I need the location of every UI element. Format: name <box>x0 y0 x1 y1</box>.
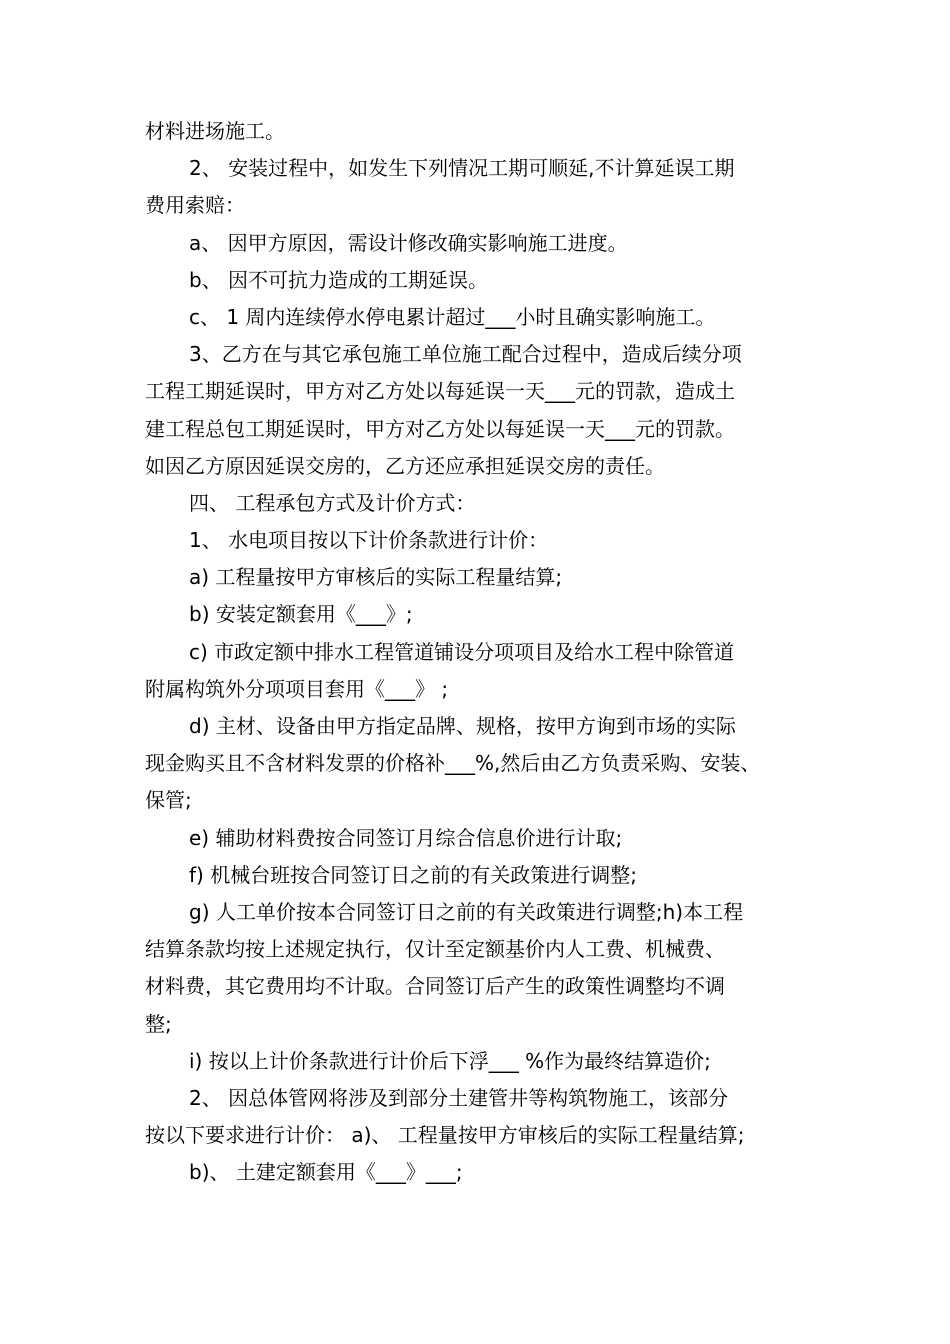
document-line: 建工程总包工期延误时，甲方对乙方处以每延误一天___元的罚款。 <box>145 416 735 441</box>
document-line: a、 因甲方原因，需设计修改确实影响施工进度。 <box>189 230 628 255</box>
document-line: 四、 工程承包方式及计价方式： <box>189 490 476 515</box>
document-body <box>145 113 815 1191</box>
document-line: b)、 土建定额套用《___》___; <box>189 1160 463 1185</box>
document-line: b) 安装定额套用《___》; <box>189 602 413 627</box>
document-line: 现金购买且不含材料发票的价格补___%,然后由乙方负责采购、安装、 <box>145 751 761 776</box>
document-line: a) 工程量按甲方审核后的实际工程量结算; <box>189 565 563 590</box>
document-line: 3、乙方在与其它承包施工单位施工配合过程中，造成后续分项 <box>189 342 742 367</box>
document-line: 整; <box>145 1011 172 1036</box>
document-line: d) 主材、设备由甲方指定品牌、规格，按甲方询到市场的实际 <box>189 714 736 738</box>
document-line: 2、 安装过程中，如发生下列情况工期可顺延,不计算延误工期 <box>189 156 735 181</box>
document-line: 按以下要求进行计价： a)、 工程量按甲方审核后的实际工程量结算; <box>145 1123 745 1148</box>
document-line: 附属构筑外分项项目套用《___》 ; <box>145 676 449 701</box>
document-line: 结算条款均按上述规定执行，仅计至定额基价内人工费、机械费、 <box>145 937 725 962</box>
document-line: 保管; <box>145 788 192 813</box>
document-line: 材料费，其它费用均不计取。合同签订后产生的政策性调整均不调 <box>145 974 725 999</box>
document-line: 费用索赔： <box>145 193 245 218</box>
document-line: c、 1 周内连续停水停电累计超过___小时且确实影响施工。 <box>189 304 716 329</box>
document-line: 工程工期延误时，甲方对乙方处以每延误一天___元的罚款，造成土 <box>145 379 735 404</box>
document-line: 2、 因总体管网将涉及到部分土建管井等构筑物施工，该部分 <box>189 1085 729 1110</box>
document-line: e) 辅助材料费按合同签订月综合信息价进行计取; <box>189 825 623 850</box>
document-line: 1、 水电项目按以下计价条款进行计价： <box>189 528 549 553</box>
document-line: c) 市政定额中排水工程管道铺设分项项目及给水工程中除管道 <box>189 639 735 664</box>
document-line: b、 因不可抗力造成的工期延误。 <box>189 267 489 292</box>
document-line: g) 人工单价按本合同签订日之前的有关政策进行调整;h)本工程 <box>189 899 744 924</box>
document-line: i) 按以上计价条款进行计价后下浮___ %作为最终结算造价; <box>189 1048 711 1073</box>
document-line: 材料进场施工。 <box>145 119 285 143</box>
document-line: 如因乙方原因延误交房的，乙方还应承担延误交房的责任。 <box>145 453 665 478</box>
document-line: f) 机械台班按合同签订日之前的有关政策进行调整; <box>189 862 637 887</box>
